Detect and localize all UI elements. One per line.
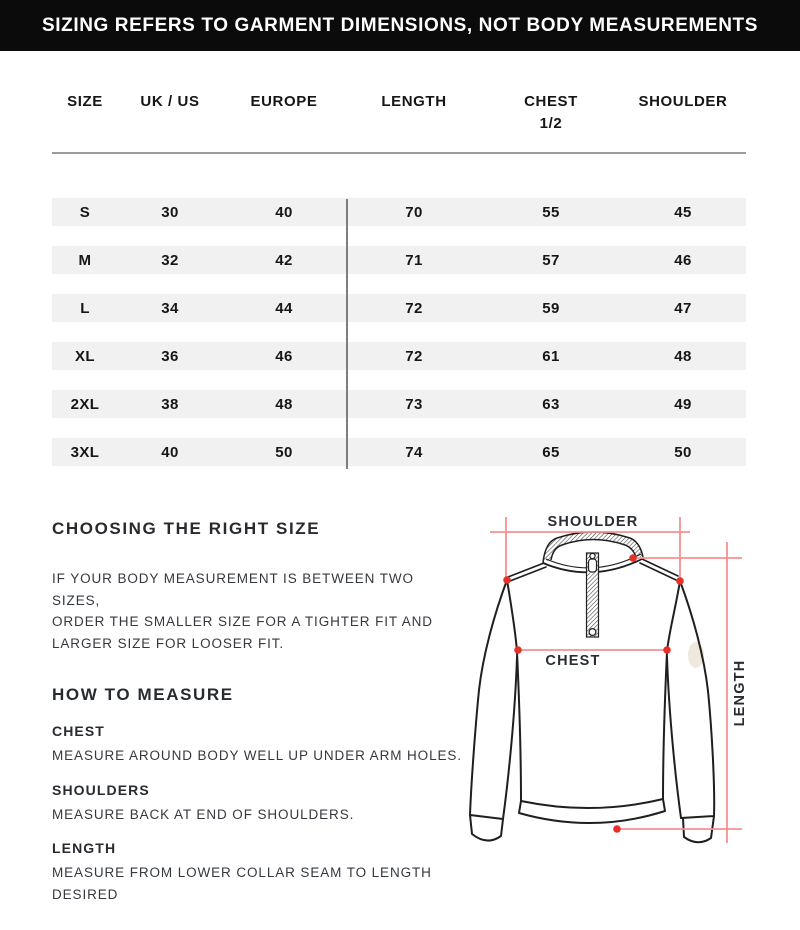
column-header-shoulder: SHOULDER: [638, 93, 728, 110]
table-cell: 36: [161, 347, 179, 365]
table-cell: 63: [542, 395, 560, 413]
table-row-l: [52, 294, 746, 322]
table-cell: 72: [405, 347, 423, 365]
table-cell: 40: [161, 443, 179, 461]
table-cell: XL: [75, 347, 95, 365]
choosing-size-title: CHOOSING THE RIGHT SIZE: [52, 519, 321, 538]
table-row-2xl: [52, 390, 746, 418]
table-cell: 61: [542, 347, 560, 365]
table-cell: 45: [674, 203, 692, 221]
choosing-size-paragraph: IF YOUR BODY MEASUREMENT IS BETWEEN TWO SIZES, ORDER THE SMALLER SIZE FOR A TIGHTER FIT AND LARGER SIZE FOR LOOSER FIT.: [52, 571, 433, 651]
table-cell: 65: [542, 443, 560, 461]
column-header-chest: CHEST 1/2: [524, 93, 578, 132]
table-cell: 47: [674, 299, 692, 317]
measure-item-desc: MEASURE AROUND BODY WELL UP UNDER ARM HOLES.: [52, 748, 462, 763]
table-row-m: [52, 246, 746, 274]
measure-item-desc: MEASURE BACK AT END OF SHOULDERS.: [52, 806, 355, 822]
column-header-size: SIZE: [67, 93, 103, 110]
zipper: [587, 553, 599, 637]
table-cell: 50: [674, 443, 692, 461]
chest-label: CHEST: [545, 653, 601, 669]
column-header-europe: EUROPE: [250, 93, 318, 110]
column-header-uk-us: UK / US: [140, 93, 200, 110]
measure-item-length: [52, 840, 464, 905]
table-cell: 38: [161, 395, 179, 413]
length-label: LENGTH: [732, 659, 748, 727]
table-row-xl: [52, 342, 746, 370]
table-cell: 48: [275, 395, 293, 413]
table-cell: 42: [275, 251, 293, 269]
table-cell: 72: [405, 299, 423, 317]
table-cell: 74: [405, 443, 423, 461]
table-cell: 50: [275, 443, 293, 461]
table-cell: 55: [542, 203, 560, 221]
table-cell: 40: [275, 203, 293, 221]
size-table: [52, 51, 746, 486]
table-cell: 32: [161, 251, 179, 269]
size-table-header-row: [52, 51, 746, 139]
table-cell: 44: [275, 299, 293, 317]
measure-item-title: SHOULDERS: [52, 781, 150, 798]
garment-measure-diagram: [430, 495, 800, 930]
measure-item-shoulders: [52, 782, 464, 826]
how-to-measure-title: HOW TO MEASURE: [52, 685, 234, 704]
table-cell: 49: [674, 395, 692, 413]
column-header-length: LENGTH: [381, 93, 447, 110]
measure-item-desc: MEASURE FROM LOWER COLLAR SEAM TO LENGTH DESIRED: [52, 865, 432, 902]
banner: [0, 0, 800, 51]
measure-item-chest: [52, 723, 464, 767]
sizing-guide-text: [52, 519, 464, 920]
table-row-s: [52, 198, 746, 226]
table-cell: L: [80, 299, 90, 317]
table-column-divider: [346, 199, 348, 469]
table-cell: 70: [405, 203, 423, 221]
table-cell: 48: [674, 347, 692, 365]
banner-text: SIZING REFERS TO GARMENT DIMENSIONS, NOT BODY MEASUREMENTS: [41, 14, 759, 36]
table-row-3xl: [52, 438, 746, 466]
table-cell: 73: [405, 395, 423, 413]
table-cell: 3XL: [70, 443, 100, 461]
table-cell: 34: [161, 299, 179, 317]
table-cell: M: [78, 251, 92, 269]
table-cell: 59: [542, 299, 560, 317]
table-cell: 46: [275, 347, 293, 365]
table-cell: 2XL: [70, 395, 100, 413]
shoulder-label: SHOULDER: [547, 514, 639, 530]
table-cell: 30: [161, 203, 179, 221]
table-cell: 46: [674, 251, 692, 269]
table-cell: S: [79, 203, 91, 221]
table-cell: 57: [542, 251, 560, 269]
measure-item-title: CHEST: [52, 723, 105, 739]
measure-item-title: LENGTH: [52, 840, 117, 856]
table-cell: 71: [405, 251, 423, 269]
size-table-body: [52, 154, 746, 466]
